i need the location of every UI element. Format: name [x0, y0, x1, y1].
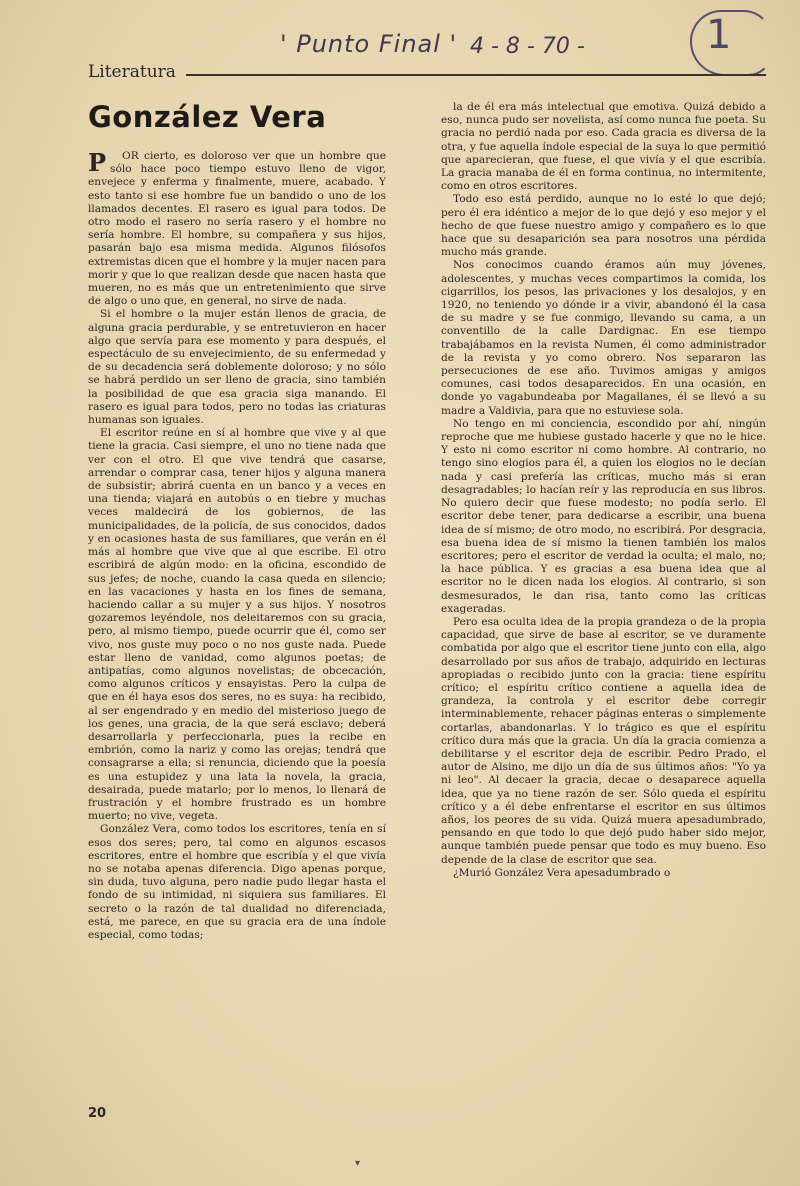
section-rule	[186, 74, 766, 76]
bottom-mark: ▾	[355, 1158, 361, 1169]
paragraph-1	[88, 150, 386, 308]
paragraph-10: ¿Murió González Vera apesadumbrado o	[453, 866, 671, 879]
paragraph-3: El escritor reúne en sí al hombre que vive y al que tiene la gracia. Casi siempre, el uno no tiene nada que ver con el otro. El que vive tendrá que casarse, arrendar o comprar casa, tener hijos y alguna manera de subsistir; abrirá cuenta en un banco y a veces en una tienda; viajará en autobús o en tiebre y muchas veces maldecirá de los gobiernos, de las municipalidades, de la policía, de sus conocidos, dados y en ocasiones hasta de sus familiares, que verán en él más al hombre que vive que al que escribe. El otro escribirá de algún modo: en la oficina, escondido de sus jefes; de noche, cuando la casa queda en silencio; en las vacaciones y hasta en los fines de semana, haciendo callar a su mujer y a sus hijos. Y nosotros gozaremos leyéndole, nos deleitaremos con su gracia, pero, al mismo tiempo, puede ocurrir que él, como ser vivo, nos guste muy poco o no nos guste nada. Puede estar lleno de vanidad, como algunos poetas; de antipatías, como algunos novelistas; de obcecación, como algunos críticos y ensayistas. Pero la culpa de que en él haya esos dos seres, no es suya: ha recibido, al ser engendrado y en medio del misterioso juego de los genes, una gracia, de la que será esclavo; deberá desarrollarla y perfeccionarla, pues la recibe en embrión, como la nariz y como las orejas; tendrá que consagrarse a ella; si renuncia, diciendo que la poesía es una estupidez y una lata la novela, la gracia, desairada, puede matarlo; por lo menos, lo llenará de frustración y el hombre frustrado es un hombre muerto; no vive, vegeta.	[88, 427, 386, 823]
right-column	[441, 101, 766, 1086]
paragraph-7: Nos conocimos cuando éramos aún muy jóvenes, adolescentes, y muchas veces compartimos la comida, los cigarrillos, los pesos, las privaciones y los desalojos, y en 1920, no teniendo yo dónde ir a vivir, abandonó él la casa de su madre y se fue conmigo, llevando su cama, a un conventillo de la calle Dardignac. En ese tiempo trabajábamos en la revista Numen, él como administrador de la revista y yo como obrero. Nos separaron las persecuciones de ese año. Tuvimos amigas y amigos comunes, casi todos desaparecidos. En una ocasión, en donde yo vagabundeaba por Magallanes, él se llevó a su madre a Valdivia, para que no estuviese sola.	[441, 259, 766, 417]
left-column	[88, 150, 386, 1080]
paragraph-8: No tengo en mi conciencia, escondido por ahí, ningún reproche que me hubiese gustado hacerle y que no le hice. Y esto ni como escritor ni como hombre. Al contrario, no tengo sino elogios para él, a quien los elogios no le decían nada y casi prefería las críticas, mucho más si eran desagradables; lo hacían reír y las reproducía en sus libros. No quiero decir que fuese modesto; no podía serlo. El escritor debe tener, para dedicarse a escribir, una buena idea de sí mismo; de otro modo, no escribirá. Por desgracia, esa buena idea de sí mismo la tienen también los malos escritores; pero el escritor de verdad la oculta; el malo, no; la hace pública. Y es gracias a esa buena idea que al escritor no le dicen nada los elogios. Al contrario, si son desmesurados, le dan risa, tanto como las críticas exageradas.	[441, 417, 766, 615]
section-label: Literatura	[88, 62, 176, 82]
paragraph-5: la de él era más intelectual que emotiva. Quizá debido a eso, nunca pudo ser novelista, así como nunca fue poeta. Su gracia no perdió nada por eso. Cada gracia es diversa de la otra, y fue aquella índole especial de la suya lo que permitió que aparecieran, que fuese, el que vivía y el que escribía. La gracia manaba de él en forma continua, no intermitente, como en otros escritores.	[441, 101, 766, 193]
paragraph-4: González Vera, como todos los escritores, tenía en sí esos dos seres; pero, tal como en algunos escasos escritores, entre el hombre que escribía y el que vivía no se notaba apenas diferencia. Digo apenas porque, sin duda, tuvo alguna, pero nadie pudo llegar hasta el fondo de su intimidad, ni siquiera sus familiares. El secreto o la razón de tal dualidad no diferenciada, está, me parece, en que su gracia era de una índole especial, como todas;	[88, 823, 386, 941]
page-number: 20	[88, 1106, 107, 1121]
handwritten-sheet-number: 1	[706, 12, 732, 58]
paragraph-2: Si el hombre o la mujer están llenos de gracia, de alguna gracia perdurable, y se entretuvieron en hacer algo que servía para ese momento y para después, el espectáculo de su envejecimiento, de su enfermedad y de su decadencia será doblemente doloroso; y no sólo se habrá perdido un ser lleno de gracia, sino también la posibilidad de que esa gracia siga manando. El rasero es igual para todos, pero no todas las criaturas humanas son iguales.	[88, 308, 386, 427]
paragraph-1-text: OR cierto, es doloroso ver que un hombre que sólo hace poco tiempo estuvo lleno de vigor, envejece y enferma y finalmente, muere, acabado. Y esto tanto si ese hombre fue un bandido o uno de los llamados decentes. El rasero es igual para todos. De otro modo el rasero no sería rasero y el hombre no sería hombre. El hombre, su compañera y sus hijos, pasarán bajo esa misma medida. Algunos filósofos extremistas dicen que el hombre y la mujer nacen para morir y que lo que realizan desde que nacen hasta que mueren, no es más que un entretenimiento que sirve de algo o uno que, en general, no sirve de nada.	[88, 150, 386, 308]
paragraph-6: Todo eso está perdido, aunque no lo esté lo que dejó; pero él era idéntico a mejor de lo que dejó y eso mejor y el hecho de que fuese nuestro amigo y compañero es lo que hace que su desaparición sea para nosotros una pérdida mucho más grande.	[441, 193, 766, 259]
handwritten-source-note: ' Punto Final '	[280, 30, 458, 58]
article-title: González Vera	[88, 100, 327, 134]
drop-cap: P	[88, 150, 107, 177]
handwritten-date: 4 - 8 - 70 -	[470, 34, 585, 59]
paragraph-9: Pero esa oculta idea de la propia grandeza o de la propia capacidad, que sirve de base al escritor, se ve duramente combatida por algo que el escritor tiene junto con ella, algo desarrollado por sus años de trabajo, adquirido en lecturas apropiadas o recibido junto con la gracia: tiene espíritu crítico; el espíritu crítico contiene a aquella idea de grandeza, la controla y el escritor debe corregir interminablemente, rehacer páginas enteras o simplemente cortarlas, abandonarlas. Y lo trágico es que el espíritu crítico dura más que la gracia. Un día la gracia comienza a debilitarse y el escritor deja de escribir. Pedro Prado, el autor de Alsino, me dijo un día de sus últimos años: "Yo ya ni leo". Al decaer la gracia, decae o desaparece aquella idea, que ya no tiene razón de ser. Sólo queda el espíritu crítico y a él debe enfrentarse el escritor en sus últimos años, los peores de su vida. Quizá muera apesadumbrado, pensando en que todo lo que dejó pudo haber sido mejor, aunque también puede pensar que todo es muy bueno. Eso depende de la clase de escritor que sea.	[441, 615, 766, 866]
